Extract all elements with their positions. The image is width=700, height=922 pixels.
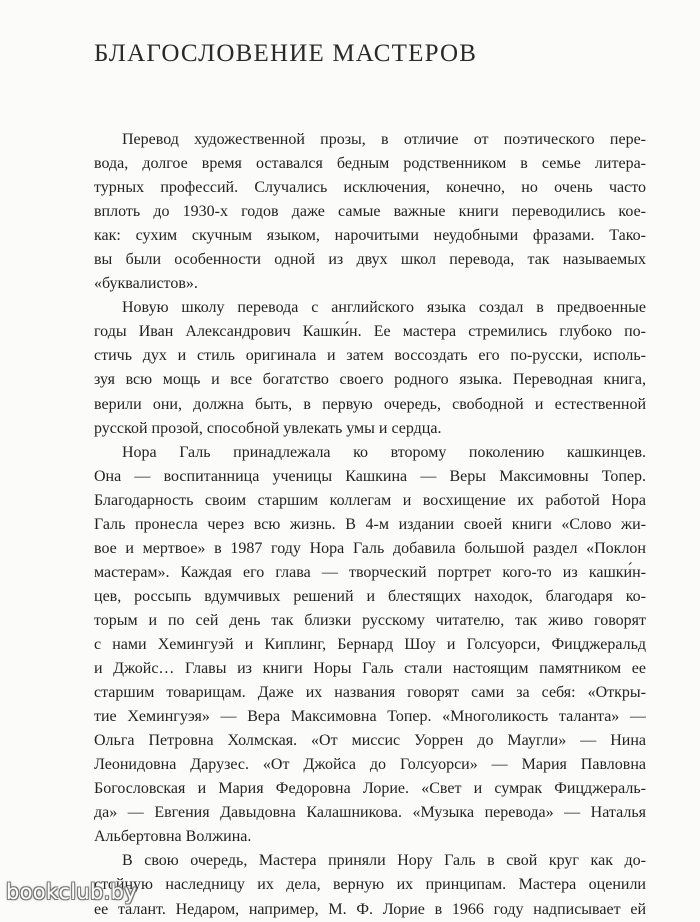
text-line: вода, долгое время оставался бедным родственником в семье литера- xyxy=(94,155,646,173)
paragraph-2 xyxy=(94,296,646,440)
text-line: Альбертовна Волжина. xyxy=(94,828,252,846)
text-line: турных профессий. Случались исключения, конечно, но очень часто xyxy=(94,179,646,197)
text-line: торым и по сей день так близки русскому читателю, так живо говорят xyxy=(94,611,646,629)
text-line: Нора Галь принадлежала ко второму поколению кашкинцев. xyxy=(122,443,646,461)
text-line: вы были особенности одной из двух школ перевода, так называемых xyxy=(94,251,646,269)
text-line: тие Хемингуэя» — Вера Максимовна Топер. «Многоликость таланта» — xyxy=(94,708,646,726)
text-line: Новую школу перевода с английского языка создал в предвоенные xyxy=(122,299,646,317)
text-line: как: сухим скучным языком, нарочитыми неудобными фразами. Тако- xyxy=(94,227,646,245)
text-line: зуя всю мощь и все богатство своего родного языка. Переводная книга, xyxy=(94,371,646,389)
text-line: В свою очередь, Мастера приняли Нору Галь в свой круг как до- xyxy=(122,852,646,870)
text-line: Богословская и Мария Федоровна Лорие. «Свет и сумрак Фицджераль- xyxy=(94,780,646,798)
text-line: годы Иван Александрович Кашки́н. Ее мастера стремились глубоко по- xyxy=(94,323,646,341)
text-line: Галь пронесла через всю жизнь. В 4-м издании своей книги «Слово жи- xyxy=(94,515,646,533)
text-line: старшим товарищам. Даже их названия говорят сами за себя: «Откры- xyxy=(94,684,646,702)
text-line: цев, россыпь вдумчивых решений и блестящих находок, благодаря ко- xyxy=(94,587,646,605)
text-line: вое и мертвое» в 1987 году Нора Галь добавила большой раздел «Поклон xyxy=(94,539,646,557)
text-line: Она — воспитанница ученицы Кашкина — Веры Максимовны Топер. xyxy=(94,467,646,485)
text-line: с нами Хемингуэй и Киплинг, Бернард Шоу и Голсуорси, Фицджеральд xyxy=(94,635,646,653)
text-line: стичь дух и стиль оригинала и затем воссоздать его по-русски, исполь- xyxy=(94,347,646,365)
text-line: Ольга Петровна Холмская. «От миссис Уоррен до Маугли» — Нина xyxy=(94,732,646,750)
watermark-text: bookclub.by xyxy=(6,880,137,904)
text-line: «буквалистов». xyxy=(94,275,198,293)
body-text xyxy=(94,128,646,922)
paragraph-3 xyxy=(94,441,646,850)
text-line: да» — Евгения Давыдовна Калашникова. «Музыка перевода» — Наталья xyxy=(94,804,646,822)
text-line: стойную наследницу их дела, верную их принципам. Мастера оценили xyxy=(94,876,646,894)
chapter-title: БЛАГОСЛОВЕНИЕ МАСТЕРОВ xyxy=(94,40,478,67)
text-line: и Джойс… Главы из книги Норы Галь стали настоящим памятником ее xyxy=(94,660,646,678)
text-line: Леонидовна Дарузес. «От Джойса до Голсуорси» — Мария Павловна xyxy=(94,756,646,774)
text-line: ее талант. Недаром, например, М. Ф. Лорие в 1966 году надписывает ей xyxy=(94,900,646,918)
text-line: вплоть до 1930-х годов даже самые важные книги переводились кое- xyxy=(94,203,646,221)
text-line: верили они, должна быть, в первую очередь, свободной и естественной xyxy=(94,395,646,413)
text-line: Перевод художественной прозы, в отличие от поэтического пере- xyxy=(122,131,646,148)
text-line: русской прозой, способной увлекать умы и сердца. xyxy=(94,419,442,437)
paragraph-4 xyxy=(94,849,646,921)
text-line: мастерам». Каждая его глава — творческий портрет кого-то из кашки́н- xyxy=(94,563,646,581)
paragraph-1 xyxy=(94,128,646,296)
text-line: Благодарность своим старшим коллегам и восхищение их работой Нора xyxy=(94,491,646,509)
